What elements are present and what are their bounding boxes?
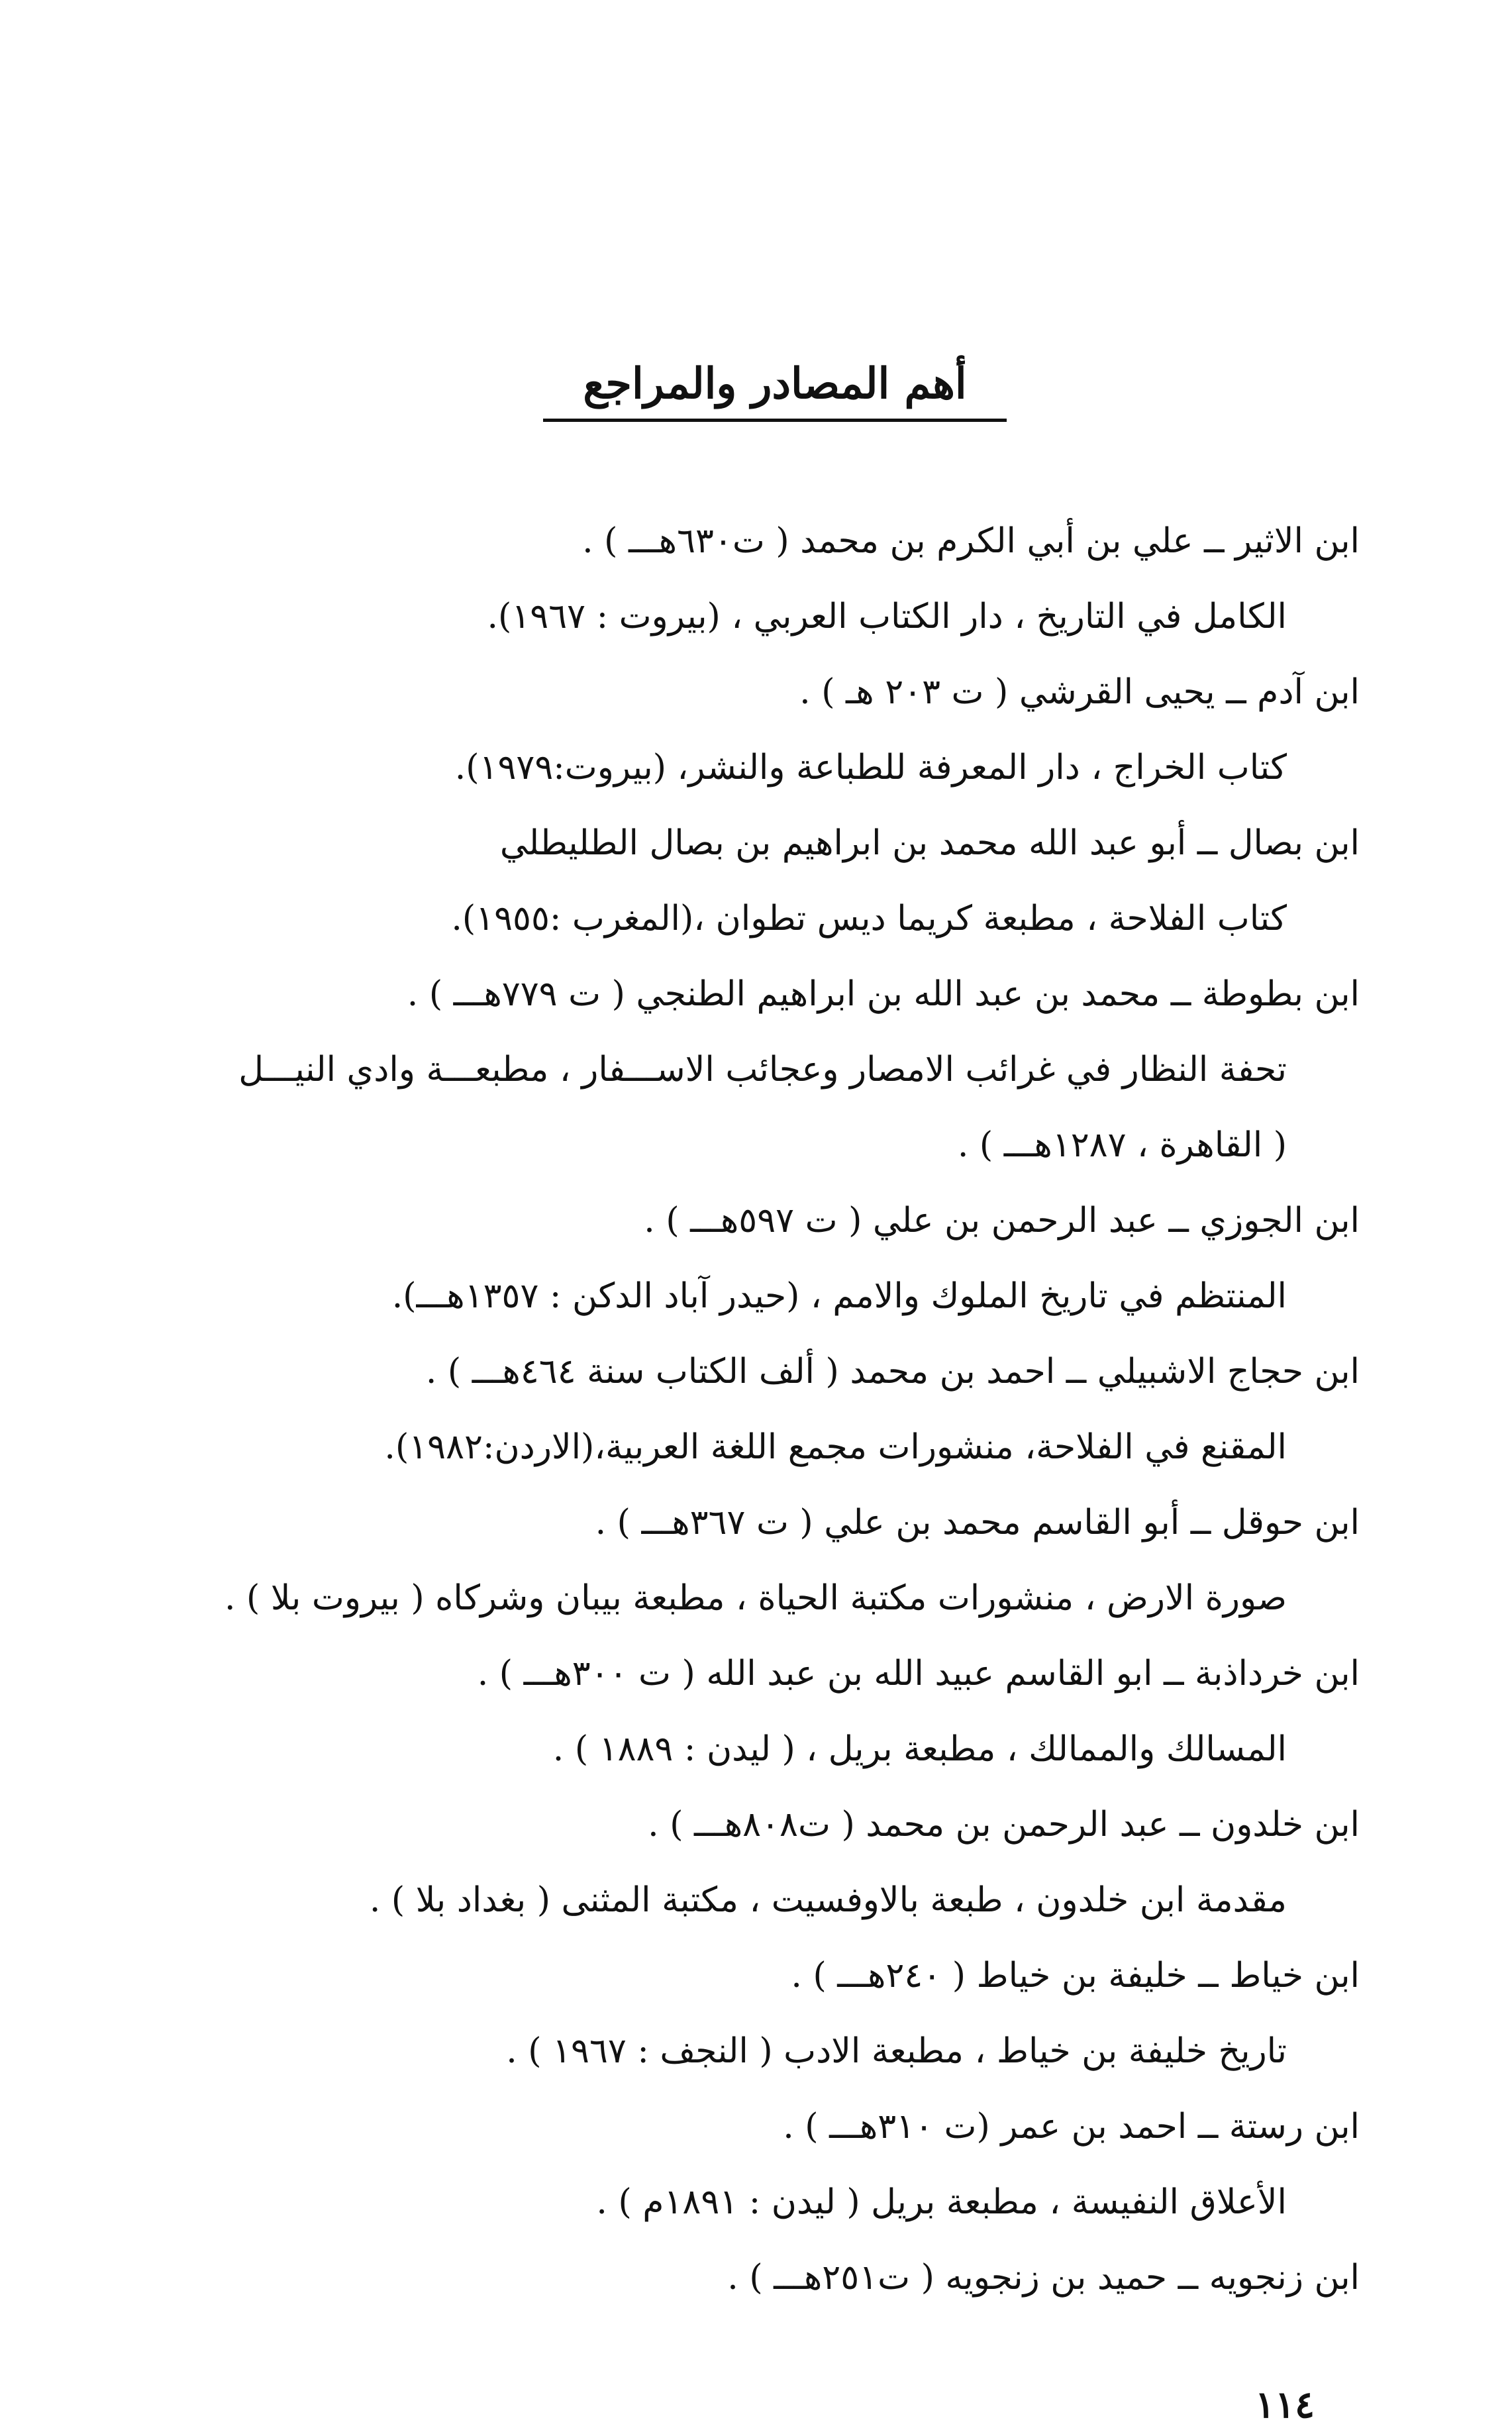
bibliography-author-line: ابن بطوطة ــ محمد بن عبد الله بن ابراهيم الطنجي ( ت ٧٧٩هـــ ) . bbox=[407, 974, 1360, 1014]
bibliography-work-line: تحفة النظار في غرائب الامصار وعجائب الاســـفار ، مطبعـــة وادي النيـــل bbox=[238, 1050, 1287, 1089]
bibliography-work-line: المسالك والممالك ، مطبعة بريل ، ( ليدن : ١٨٨٩ ) . bbox=[552, 1729, 1287, 1769]
bibliography-author-line: ابن رستة ــ احمد بن عمر (ت ٣١٠هـــ ) . bbox=[783, 2107, 1360, 2147]
title-underline bbox=[543, 419, 1007, 422]
bibliography-work-line: تاريخ خليفة بن خياط ، مطبعة الادب ( النجف : ١٩٦٧ ) . bbox=[506, 2031, 1287, 2071]
page-title: أهم المصادر والمراجع bbox=[583, 359, 967, 409]
bibliography-author-line: ابن خياط ــ خليفة بن خياط ( ٢٤٠هـــ ) . bbox=[791, 1956, 1360, 1996]
bibliography-work-line: المقنع في الفلاحة، منشورات مجمع اللغة العربية،(الاردن:١٩٨٢). bbox=[384, 1427, 1287, 1467]
bibliography-author-line: ابن حجاج الاشبيلي ــ احمد بن محمد ( ألف الكتاب سنة ٤٦٤هـــ ) . bbox=[425, 1352, 1360, 1392]
bibliography-author-line: ابن خرداذبة ــ ابو القاسم عبيد الله بن عبد الله ( ت ٣٠٠هـــ ) . bbox=[477, 1654, 1360, 1694]
bibliography-work-line: مقدمة ابن خلدون ، طبعة بالاوفسيت ، مكتبة المثنى ( بغداد بلا ) . bbox=[369, 1880, 1287, 1920]
bibliography-work-line: كتاب الفلاحة ، مطبعة كريما ديس تطوان ،(المغرب :١٩٥٥). bbox=[451, 899, 1287, 938]
bibliography-work-line: صورة الارض ، منشورات مكتبة الحياة ، مطبعة بيبان وشركاه ( بيروت بلا ) . bbox=[224, 1578, 1287, 1618]
bibliography-author-line: ابن بصال ــ أبو عبد الله محمد بن ابراهيم بن بصال الطليطلي bbox=[499, 823, 1360, 863]
bibliography-author-line: ابن حوقل ــ أبو القاسم محمد بن علي ( ت ٣٦٧هـــ ) . bbox=[595, 1503, 1360, 1543]
bibliography-author-line: ابن الجوزي ــ عبد الرحمن بن علي ( ت ٥٩٧هـــ ) . bbox=[644, 1201, 1360, 1240]
page-number: ١١٤ bbox=[1254, 2383, 1315, 2427]
bibliography-work-line: الأعلاق النفيسة ، مطبعة بريل ( ليدن : ١٨٩١م ) . bbox=[596, 2182, 1287, 2222]
bibliography-author-line: ابن زنجويه ــ حميد بن زنجويه ( ت٢٥١هـــ ) . bbox=[727, 2258, 1360, 2298]
bibliography-work-line: الكامل في التاريخ ، دار الكتاب العربي ، (بيروت : ١٩٦٧). bbox=[487, 597, 1287, 636]
bibliography-list bbox=[148, 503, 1360, 2315]
bibliography-work-line: المنتظم في تاريخ الملوك والامم ، (حيدر آباد الدكن : ١٣٥٧هـــ). bbox=[391, 1276, 1287, 1316]
bibliography-continuation-line: ( القاهرة ، ١٢٨٧هـــ ) . bbox=[957, 1125, 1287, 1165]
bibliography-author-line: ابن الاثير ــ علي بن أبي الكرم بن محمد ( ت٦٣٠هـــ ) . bbox=[582, 521, 1360, 561]
bibliography-work-line: كتاب الخراج ، دار المعرفة للطباعة والنشر، (بيروت:١٩٧٩). bbox=[454, 748, 1287, 787]
bibliography-author-line: ابن خلدون ــ عبد الرحمن بن محمد ( ت٨٠٨هـــ ) . bbox=[648, 1805, 1360, 1845]
bibliography-author-line: ابن آدم ــ يحيى القرشي ( ت ٢٠٣ هـ ) . bbox=[799, 672, 1360, 712]
